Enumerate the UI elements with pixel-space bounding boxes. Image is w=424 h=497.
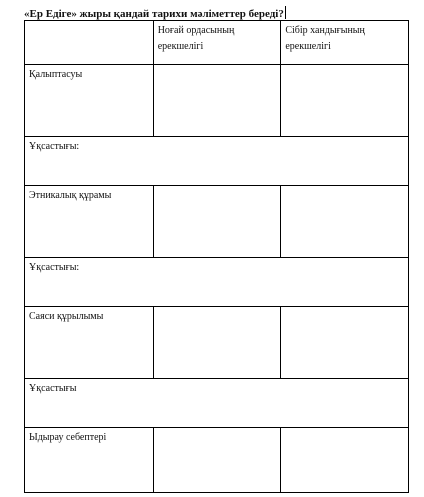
row-label-cell[interactable]: [25, 186, 154, 258]
input-cell-nogai-ethnic[interactable]: [153, 186, 281, 258]
similarity-label-3: Ұқсастығы: [29, 383, 77, 394]
similarity-cell-3[interactable]: [25, 379, 409, 428]
input-cell-siberia-formation[interactable]: [281, 65, 409, 137]
table-header-row: [25, 21, 409, 65]
input-cell-siberia-decline[interactable]: [281, 428, 409, 493]
input-cell-nogai-formation[interactable]: [153, 65, 281, 137]
similarity-label-2: Ұқсастығы:: [29, 262, 80, 273]
table-row-political-structure: [25, 307, 409, 379]
row-label-cell[interactable]: [25, 307, 154, 379]
table-row-decline-reasons: [25, 428, 409, 493]
header-cell-siberian-khanate[interactable]: [281, 21, 409, 65]
header-siberian-khanate-label: Сібір хандығының ерекшелігі: [285, 25, 365, 52]
header-cell-empty[interactable]: [25, 21, 154, 65]
row-label-ethnic-composition: Этникалық құрамы: [29, 190, 112, 201]
document-title-text: «Ер Едіге» жыры қандай тарихи мәліметтер береді?: [24, 8, 284, 20]
document-title: [24, 6, 286, 20]
text-cursor: [285, 6, 286, 19]
header-nogai-horde-label: Ноғай ордасының ерекшелігі: [157, 25, 235, 52]
table-row-similarity-3: [25, 379, 409, 428]
header-cell-nogai-horde[interactable]: [153, 21, 281, 65]
similarity-cell-1[interactable]: [25, 137, 409, 186]
input-cell-siberia-political[interactable]: [281, 307, 409, 379]
table-row-formation: [25, 65, 409, 137]
table-row-ethnic-composition: [25, 186, 409, 258]
input-cell-siberia-ethnic[interactable]: [281, 186, 409, 258]
comparison-table: [24, 20, 409, 493]
row-label-cell[interactable]: [25, 65, 154, 137]
similarity-label-1: Ұқсастығы:: [29, 141, 80, 152]
row-label-formation: Қалыптасуы: [29, 69, 83, 80]
row-label-decline-reasons: Ыдырау себептері: [29, 432, 107, 443]
row-label-political-structure: Саяси құрылымы: [29, 311, 104, 322]
table-row-similarity-1: [25, 137, 409, 186]
similarity-cell-2[interactable]: [25, 258, 409, 307]
input-cell-nogai-political[interactable]: [153, 307, 281, 379]
row-label-cell[interactable]: [25, 428, 154, 493]
table-row-similarity-2: [25, 258, 409, 307]
input-cell-nogai-decline[interactable]: [153, 428, 281, 493]
